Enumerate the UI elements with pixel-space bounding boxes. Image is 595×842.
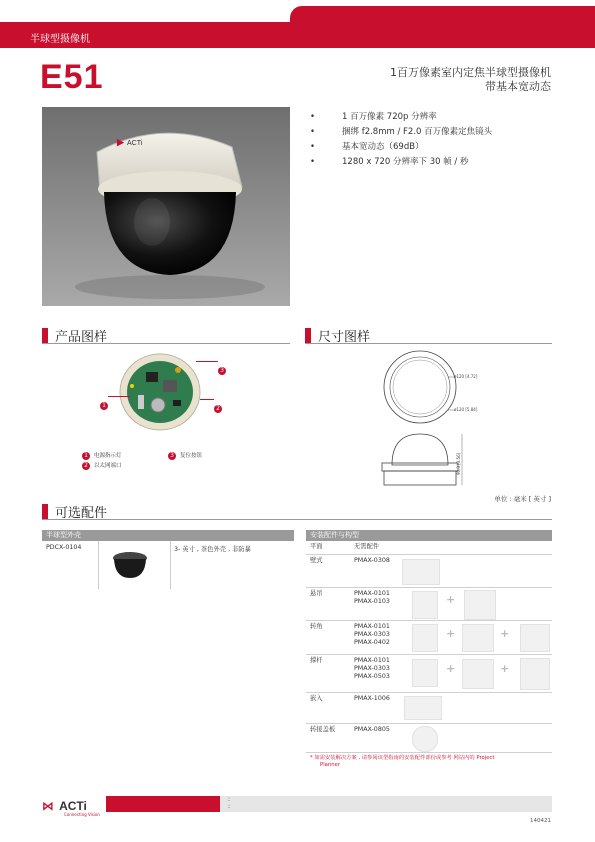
footer-red-bar (106, 796, 220, 812)
section-accessories (42, 504, 552, 520)
mount-row (306, 655, 552, 693)
product-title (390, 66, 551, 94)
footer-logo-tagline: Connecting Vision (64, 812, 100, 817)
accessory-image (520, 624, 550, 652)
mount-row (306, 693, 552, 724)
section-title: 产品图样 (55, 330, 108, 345)
accessory-image (412, 624, 438, 652)
dim-label: ø120 [4.72] (454, 374, 478, 379)
plus-icon: + (500, 662, 510, 675)
callout-line (200, 399, 214, 400)
plus-icon: + (446, 593, 456, 606)
section-title: 可选配件 (55, 506, 108, 521)
accessory-image (412, 726, 438, 752)
footer-logo-text: ACTi (59, 799, 87, 813)
accessory-image (464, 590, 496, 620)
mount-row (306, 588, 552, 621)
housing-image (110, 546, 150, 582)
unit-note: 单位 : 毫米 [ 英寸 ] (494, 495, 551, 503)
mount-parts: PMAX-1006 (354, 695, 390, 702)
svg-text:▶: ▶ (117, 137, 124, 147)
mount-type: 悬吊 (310, 590, 323, 597)
accessory-image (412, 591, 438, 619)
plus-icon: + (500, 627, 510, 640)
callout-3: 3 (218, 357, 230, 376)
callout-1: 1 (100, 392, 112, 411)
mount-parts: PMAX-0101 PMAX-0303 PMAX-0402 (354, 623, 390, 646)
section-title: 尺寸图样 (318, 330, 371, 345)
callout-2: 2 (214, 395, 226, 414)
product-photo (42, 107, 290, 306)
section-marker (42, 328, 48, 343)
accessory-image (462, 659, 494, 689)
housing-desc: 3- 英寸 , 茶色外壳 , 非防暴 (174, 546, 251, 553)
mount-type: 嵌入 (310, 695, 323, 702)
feature-item: • 基本宽动态（69dB） (308, 140, 492, 155)
title-line-1: 1百万像素室内定焦半球型摄像机 (390, 66, 551, 79)
footnote-line: * 如需安装解决方案 , 请参阅该型指南的安装配件部份或参考 网站内的 Project (310, 755, 495, 761)
dim-label: ø120 [5.84] (454, 407, 478, 412)
dim-label: 90.3 [3.56] (456, 452, 461, 475)
accessory-image (412, 659, 438, 687)
housing-model: PDCX-0104 (46, 544, 82, 551)
mount-parts: PMAX-0101 PMAX-0103 (354, 590, 390, 605)
callout-line (196, 361, 218, 362)
footer-colon: : (228, 803, 231, 810)
footer-gray-bar (220, 796, 552, 812)
mount-row (306, 541, 552, 555)
footer-logo (42, 795, 100, 817)
housing-divider (170, 541, 171, 589)
housing-row (42, 541, 294, 589)
photo-logo-text: ACTi (127, 140, 143, 147)
section-marker (42, 504, 48, 519)
mount-row (306, 555, 552, 588)
mount-row (306, 724, 552, 753)
mount-table-header: 安装配件与构型 (306, 530, 552, 541)
circuit-board-image (118, 350, 208, 432)
feature-item: • 捆绑 f2.8mm / F2.0 百万像素定焦镜头 (308, 125, 492, 140)
header-bar-tab (290, 6, 595, 22)
section-dimension-drawing (305, 328, 552, 344)
mount-footnote (310, 755, 495, 769)
legend-item: 3 复位按钮 (168, 451, 202, 460)
dimension-drawing (370, 350, 490, 495)
accessory-image (520, 658, 550, 690)
feature-list (308, 110, 492, 170)
footnote-line: Planner (320, 762, 341, 768)
housing-divider (98, 541, 99, 589)
legend-item: 2 以太网端口 (82, 461, 122, 471)
model-name: E51 (40, 58, 104, 96)
legend (82, 451, 122, 471)
doc-code: 140421 (530, 818, 551, 824)
mount-row (306, 621, 552, 655)
accessory-image (462, 624, 494, 652)
feature-item: • 1 百万像素 720p 分辨率 (308, 110, 492, 125)
title-line-2: 带基本宽动态 (485, 80, 551, 93)
housing-table-header: 半球型外壳 (42, 530, 294, 541)
section-product-diagram (42, 328, 290, 344)
mount-type: 壁式 (310, 557, 323, 564)
dome-camera-image (42, 107, 290, 306)
mount-parts: PMAX-0805 (354, 726, 390, 733)
mount-type: 转接盖板 (310, 726, 336, 733)
category-label: 半球型摄像机 (30, 34, 90, 45)
mount-type: 撑杆 (310, 657, 323, 664)
accessory-image (402, 559, 440, 585)
section-marker (305, 328, 311, 343)
acti-logo-icon: ⋈ (42, 799, 54, 813)
accessory-image (404, 696, 442, 720)
mount-type: 平面 (310, 543, 323, 550)
mount-parts: PMAX-0308 (354, 557, 390, 564)
mount-parts: 无需配件 (354, 543, 380, 550)
legend-item: 1 电源指示灯 (82, 451, 122, 461)
mount-parts: PMAX-0101 PMAX-0303 PMAX-0503 (354, 657, 390, 680)
mount-type: 转角 (310, 623, 323, 630)
footer-colon: : (228, 796, 231, 803)
plus-icon: + (446, 627, 456, 640)
plus-icon: + (446, 662, 456, 675)
feature-item: • 1280 x 720 分辨率下 30 帧 / 秒 (308, 155, 492, 170)
